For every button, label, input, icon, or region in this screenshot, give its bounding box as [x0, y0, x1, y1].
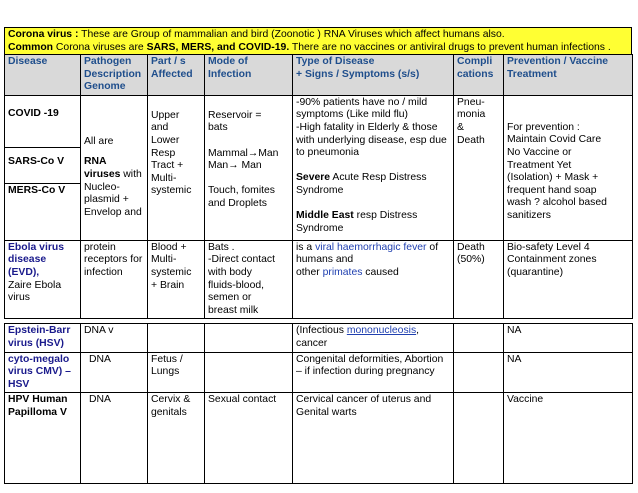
ebola-prevention: Bio-safety Level 4 Containment zones (quarantine)	[504, 240, 633, 319]
cmv-type: Congenital deformities, Abortion – if infection during pregnancy	[293, 352, 454, 393]
ebv-type: (Infectious mononucleosis, cancer	[293, 324, 454, 352]
hpv-complications	[454, 393, 504, 484]
header-prevention: Prevention / Vaccine Treatment	[504, 55, 633, 96]
disease-cmv: cyto-megalo virus CMV) – HSV	[5, 352, 81, 393]
cmv-mode	[205, 352, 293, 393]
corona-prevention-cell: For prevention : Maintain Covid Care No Vaccine or Treatment Yet (Isolation) + Mask + frequent hand soap wash ? alcohol based sanitizers	[504, 95, 633, 240]
banner-text: These are Group of mammalian and bird (Zoonotic ) RNA Viruses which affect humans also.	[78, 29, 505, 40]
cmv-prevention: NA	[504, 352, 633, 393]
ebola-pathogen: protein receptors for infection	[81, 240, 148, 319]
corona-pathogen-cell: All are RNA viruses with Nucleo- plasmid + Envelop and	[81, 95, 148, 240]
table-row	[5, 240, 633, 319]
banner-common-label: Common	[8, 41, 54, 53]
header-mode: Mode of Infection	[205, 55, 293, 96]
disease-table	[4, 54, 633, 484]
hpv-pathogen: DNA	[81, 393, 148, 484]
ebv-mode	[205, 324, 293, 352]
table-row	[5, 352, 633, 393]
cmv-complications	[454, 352, 504, 393]
disease-hpv: HPV Human Papilloma V	[5, 393, 81, 484]
header-pathogen: Pathogen Description Genome	[81, 55, 148, 96]
table-row	[5, 95, 633, 147]
disease-epstein-barr: Epstein-Barr virus (HSV)	[5, 324, 81, 352]
ebv-prevention: NA	[504, 324, 633, 352]
header-complications: Compli cations	[454, 55, 504, 96]
ebv-parts	[148, 324, 205, 352]
ebola-parts: Blood + Multi- systemic + Brain	[148, 240, 205, 319]
corona-type-cell: -90% patients have no / mild symptoms (Like mild flu) -High fatality in Elderly & those with underlying disease, esp due to pneumonia Severe Acute Resp Distress Syndrome Middle East resp Distress Syndrome	[293, 95, 454, 240]
disease-sars: SARS-Co V	[5, 147, 81, 183]
disease-mers: MERS-Co V	[5, 183, 81, 240]
corona-banner	[4, 27, 632, 54]
disease-covid: COVID -19	[5, 95, 81, 147]
hpv-prevention: Vaccine	[504, 393, 633, 484]
table-header-row	[5, 55, 633, 96]
ebola-complications: Death (50%)	[454, 240, 504, 319]
banner-common-text: Corona viruses are	[53, 41, 147, 53]
ebv-complications	[454, 324, 504, 352]
disease-table-sheet	[4, 27, 632, 484]
table-row	[5, 324, 633, 352]
banner-no-vaccine-text: There are no vaccines or antiviral drugs to prevent human infections .	[289, 41, 611, 53]
ebola-mode: Bats . -Direct contact with body fluids-blood, semen or breast milk	[205, 240, 293, 319]
corona-complications-cell: Pneu- monia & Death	[454, 95, 504, 240]
header-disease: Disease	[5, 55, 81, 96]
ebola-type: is a viral haemorrhagic fever of humans and other primates caused	[293, 240, 454, 319]
cmv-parts: Fetus / Lungs	[148, 352, 205, 393]
hpv-type: Cervical cancer of uterus and Genital warts	[293, 393, 454, 484]
header-type: Type of Disease + Signs / Symptoms (s/s)	[293, 55, 454, 96]
hpv-parts: Cervix & genitals	[148, 393, 205, 484]
header-parts: Part / s Affected	[148, 55, 205, 96]
banner-label: Corona virus :	[8, 29, 79, 40]
banner-virus-names: SARS, MERS, and COVID-19.	[146, 41, 290, 53]
table-row	[5, 393, 633, 484]
cmv-pathogen: DNA	[81, 352, 148, 393]
hpv-mode: Sexual contact	[205, 393, 293, 484]
corona-parts-cell: Upper and Lower Resp Tract + Multi- systemic	[148, 95, 205, 240]
disease-ebola: Ebola virus disease (EVD), Zaire Ebola virus	[5, 240, 81, 319]
corona-mode-cell: Reservoir = bats Mammal→Man Man→ Man Touch, fomites and Droplets	[205, 95, 293, 240]
ebv-pathogen: DNA v	[81, 324, 148, 352]
